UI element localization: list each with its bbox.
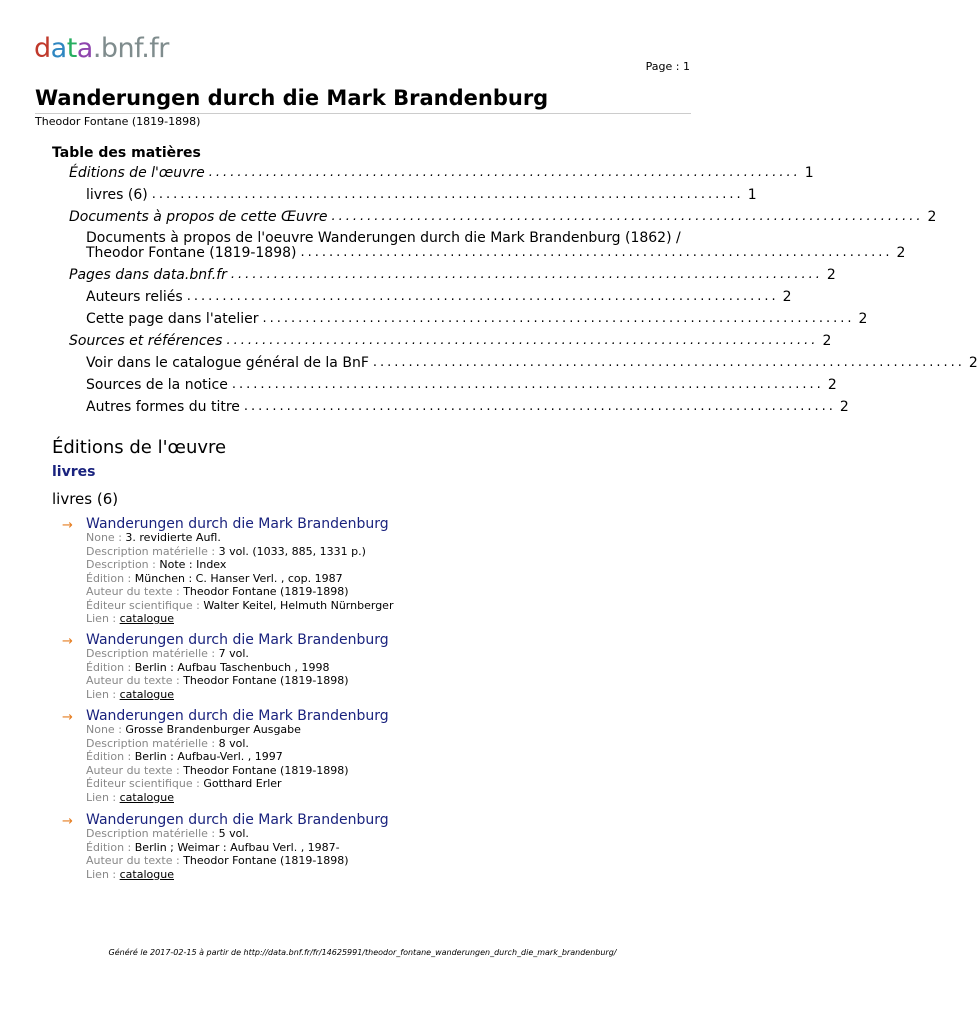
toc-item-page: 1 xyxy=(804,165,814,181)
toc-item-label: Documents à propos de cette Œuvre xyxy=(69,209,328,225)
field-value: 3. revidierte Aufl. xyxy=(125,531,221,544)
edition-field xyxy=(86,868,174,881)
edition-field xyxy=(86,599,393,612)
toc-item[interactable] xyxy=(86,245,906,261)
arrow-right-icon: → xyxy=(62,518,73,533)
toc-item-label: Sources de la notice xyxy=(86,377,228,393)
toc-item[interactable] xyxy=(86,399,849,415)
edition-field xyxy=(86,572,343,585)
toc-leader: ................................................................................... xyxy=(208,165,801,180)
edition-field xyxy=(86,777,282,790)
edition-field xyxy=(86,723,301,736)
edition-field xyxy=(86,545,366,558)
field-key: None : xyxy=(86,531,126,544)
toc-item-page: 2 xyxy=(827,377,837,393)
toc-item-label: Auteurs reliés xyxy=(86,289,183,305)
arrow-right-icon: → xyxy=(62,710,73,725)
edition-field xyxy=(86,827,249,840)
field-key: Lien : xyxy=(86,612,120,625)
toc-item-page: 1 xyxy=(747,187,757,203)
field-key: Lien : xyxy=(86,790,120,804)
toc-leader: ................................................................................... xyxy=(230,267,823,282)
field-key: Description matérielle : xyxy=(86,544,219,558)
toc-item-label: Autres formes du titre xyxy=(86,399,240,415)
toc-heading: Table des matières xyxy=(52,145,201,161)
field-value: 7 vol. xyxy=(218,647,249,660)
logo-letter: a xyxy=(50,33,67,64)
edition-field xyxy=(86,750,283,763)
toc-item-label: Pages dans data.bnf.fr xyxy=(69,267,227,283)
toc-item[interactable] xyxy=(86,289,792,305)
edition-field xyxy=(86,531,221,544)
toc-item-page: 2 xyxy=(839,399,849,415)
toc-item-page: 2 xyxy=(968,355,978,371)
edition-title-link[interactable]: Wanderungen durch die Mark Brandenburg xyxy=(86,708,389,724)
toc-leader: ................................................................................... xyxy=(331,209,924,224)
toc-item-page: 2 xyxy=(858,311,868,327)
toc-leader: ................................................................................... xyxy=(300,245,893,260)
toc-leader: ................................................................................... xyxy=(262,311,855,326)
toc-leader: ................................................................................... xyxy=(186,289,779,304)
edition-field xyxy=(86,764,349,777)
section-link-livres[interactable]: livres xyxy=(52,464,96,480)
edition-field xyxy=(86,558,226,571)
field-value: Grosse Brandenburger Ausgabe xyxy=(125,723,301,736)
field-key: None : xyxy=(86,723,126,736)
toc-item-label: Cette page dans l'atelier xyxy=(86,311,259,327)
page-title: Wanderungen durch die Mark Brandenburg xyxy=(35,86,549,110)
field-value: Berlin : Aufbau-Verl. , 1997 xyxy=(134,750,283,763)
toc-item-page: 2 xyxy=(826,267,836,283)
toc-item[interactable] xyxy=(69,267,836,283)
author-subtitle: Theodor Fontane (1819-1898) xyxy=(35,115,201,128)
toc-item[interactable] xyxy=(86,311,868,327)
generated-footer: Généré le 2017-02-15 à partir de http://data.bnf.fr/fr/14625991/theodor_fontane_wanderungen_durch_die_mark_brandenburg/ xyxy=(108,948,617,957)
toc-leader: ................................................................................... xyxy=(231,377,824,392)
edition-field xyxy=(86,791,174,804)
toc-leader: ................................................................................... xyxy=(151,187,744,202)
field-value: Berlin ; Weimar : Aufbau Verl. , 1987- xyxy=(134,840,340,854)
toc-item[interactable] xyxy=(86,377,837,393)
field-key: Édition : xyxy=(86,571,135,585)
subsection-title: livres (6) xyxy=(52,490,119,508)
field-key: Description : xyxy=(86,558,160,571)
field-value: Note : Index xyxy=(159,558,227,571)
toc-item-label-line1[interactable]: Documents à propos de l'oeuvre Wanderungen durch die Mark Brandenburg (1862) / xyxy=(86,230,681,246)
data-bnf-logo[interactable] xyxy=(34,33,169,64)
catalogue-link[interactable]: catalogue xyxy=(119,687,174,701)
field-value: Theodor Fontane (1819-1898) xyxy=(183,763,349,777)
field-key: Auteur du texte : xyxy=(86,763,184,777)
toc-item-page: 2 xyxy=(896,245,906,261)
field-key: Description matérielle : xyxy=(86,827,219,840)
edition-title-link[interactable]: Wanderungen durch die Mark Brandenburg xyxy=(86,632,389,648)
toc-item-page: 2 xyxy=(782,289,792,305)
edition-field xyxy=(86,647,249,660)
toc-item-label: Theodor Fontane (1819-1898) xyxy=(86,245,297,261)
field-key: Auteur du texte : xyxy=(86,854,184,867)
field-value: 5 vol. xyxy=(218,827,249,840)
logo-letter: t xyxy=(66,33,77,64)
edition-field xyxy=(86,674,349,687)
logo-letter: a xyxy=(76,33,93,64)
edition-field xyxy=(86,612,174,625)
edition-title-link[interactable]: Wanderungen durch die Mark Brandenburg xyxy=(86,516,389,532)
edition-title-link[interactable]: Wanderungen durch die Mark Brandenburg xyxy=(86,812,389,828)
field-value: Theodor Fontane (1819-1898) xyxy=(183,585,349,598)
edition-field xyxy=(86,737,249,750)
field-value: Gotthard Erler xyxy=(203,777,282,790)
toc-leader: ................................................................................... xyxy=(243,399,836,414)
edition-field xyxy=(86,841,340,854)
logo-letter: d xyxy=(34,33,51,64)
field-key: Lien : xyxy=(86,687,120,701)
field-value: 8 vol. xyxy=(218,736,249,750)
field-key: Lien : xyxy=(86,867,120,881)
field-value: Walter Keitel, Helmuth Nürnberger xyxy=(203,598,394,612)
arrow-right-icon: → xyxy=(62,814,73,829)
toc-item-label: Voir dans le catalogue général de la BnF xyxy=(86,355,369,371)
edition-field xyxy=(86,854,349,867)
field-value: Berlin : Aufbau Taschenbuch , 1998 xyxy=(134,660,330,674)
toc-item-label: livres (6) xyxy=(86,187,148,203)
section-title: Éditions de l'œuvre xyxy=(52,437,227,458)
catalogue-link[interactable]: catalogue xyxy=(119,612,174,625)
toc-item[interactable] xyxy=(69,165,814,181)
catalogue-link[interactable]: catalogue xyxy=(119,867,174,881)
field-key: Édition : xyxy=(86,840,135,854)
edition-field xyxy=(86,585,349,598)
field-value: Theodor Fontane (1819-1898) xyxy=(183,674,349,687)
edition-field xyxy=(86,688,174,701)
field-key: Description matérielle : xyxy=(86,647,219,660)
toc-item[interactable] xyxy=(86,355,978,371)
field-key: Édition : xyxy=(86,750,135,763)
toc-item[interactable] xyxy=(86,187,757,203)
field-value: Theodor Fontane (1819-1898) xyxy=(183,854,349,867)
arrow-right-icon: → xyxy=(62,634,73,649)
page-number: Page : 1 xyxy=(645,60,690,73)
toc-item[interactable] xyxy=(69,209,937,225)
toc-item[interactable] xyxy=(69,333,832,349)
edition-field xyxy=(86,661,330,674)
toc-item-label: Éditions de l'œuvre xyxy=(69,165,205,181)
field-key: Auteur du texte : xyxy=(86,674,184,687)
toc-item-page: 2 xyxy=(822,333,832,349)
field-value: München : C. Hanser Verl. , cop. 1987 xyxy=(134,571,343,585)
field-key: Auteur du texte : xyxy=(86,585,184,598)
logo-domain: .bnf.fr xyxy=(92,33,169,64)
field-key: Éditeur scientifique : xyxy=(86,777,204,790)
toc-item-label: Sources et références xyxy=(69,333,223,349)
toc-item-page: 2 xyxy=(927,209,937,225)
title-divider xyxy=(35,113,691,114)
field-key: Édition : xyxy=(86,660,135,674)
field-value: 3 vol. (1033, 885, 1331 p.) xyxy=(218,544,366,558)
catalogue-link[interactable]: catalogue xyxy=(119,790,174,804)
field-key: Éditeur scientifique : xyxy=(86,598,204,612)
field-key: Description matérielle : xyxy=(86,736,219,750)
toc-leader: ................................................................................... xyxy=(226,333,819,348)
toc-leader: ................................................................................... xyxy=(372,355,965,370)
